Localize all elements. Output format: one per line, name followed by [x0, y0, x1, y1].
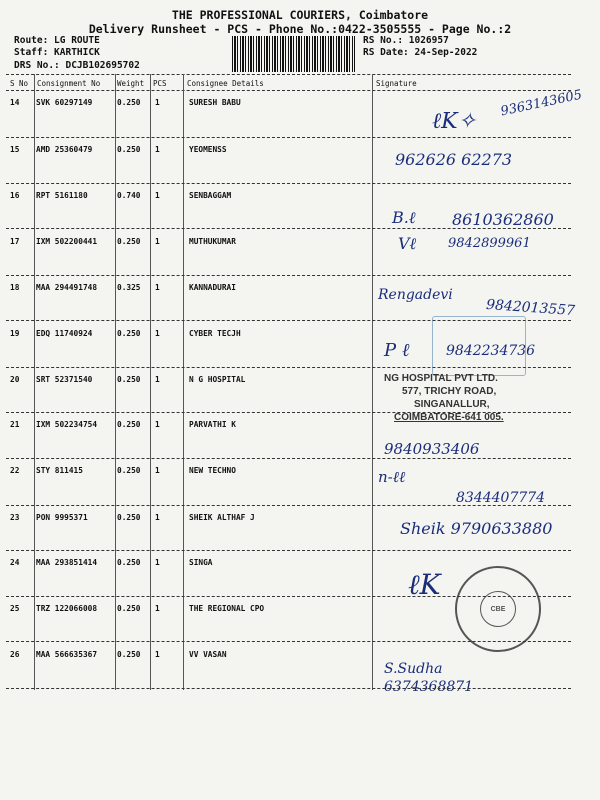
row-sno: 20 — [10, 375, 20, 384]
table-top-rule — [6, 74, 571, 75]
signature-phone: 8610362860 — [452, 210, 554, 229]
column-divider — [115, 74, 116, 690]
row-divider — [6, 596, 571, 597]
stamp-line: 577, TRICHY ROAD, — [402, 386, 497, 397]
barcode — [232, 36, 355, 72]
row-divider — [6, 458, 571, 459]
row-divider — [6, 183, 571, 184]
row-pcs: 1 — [155, 513, 160, 522]
row-consignment: SRT 52371540 — [36, 375, 93, 384]
row-sno: 14 — [10, 98, 20, 107]
row-consignee: VV VASAN — [189, 650, 227, 659]
row-sno: 21 — [10, 420, 20, 429]
stamp-line: COIMBATORE-641 005. — [394, 412, 504, 423]
row-pcs: 1 — [155, 98, 160, 107]
signature-scribble: ℓK — [408, 568, 441, 601]
row-divider — [6, 412, 571, 413]
row-consignment: RPT 5161180 — [36, 191, 88, 200]
row-divider — [6, 550, 571, 551]
row-weight: 0.250 — [117, 420, 141, 429]
row-sno: 19 — [10, 329, 20, 338]
signature-scribble: n-ℓℓ — [378, 468, 406, 486]
row-weight: 0.325 — [117, 283, 141, 292]
row-sno: 17 — [10, 237, 20, 246]
row-sno: 25 — [10, 604, 20, 613]
row-consignee: SHEIK ALTHAF J — [189, 513, 255, 522]
row-consignee: SURESH BABU — [189, 98, 241, 107]
document-subtitle: Delivery Runsheet - PCS - Phone No.:0422-3505555 - Page No.:2 — [88, 22, 512, 36]
col-signature: Signature — [376, 79, 417, 88]
row-consignee: CYBER TECJH — [189, 329, 241, 338]
col-consignee: Consignee Details — [187, 79, 264, 88]
table-bottom-rule — [6, 688, 571, 689]
row-pcs: 1 — [155, 191, 160, 200]
staff-label: Staff: KARTHICK — [14, 47, 100, 58]
row-divider — [6, 641, 571, 642]
row-sno: 18 — [10, 283, 20, 292]
signature-phone: 9840933406 — [384, 440, 480, 458]
row-consignment: EDQ 11740924 — [36, 329, 93, 338]
column-divider — [183, 74, 184, 690]
route-label: Route: LG ROUTE — [14, 35, 100, 46]
signature-phone: 962626 62273 — [395, 150, 513, 169]
signature-scribble: Rengadevi — [378, 287, 453, 303]
row-consignment: IXM 502200441 — [36, 237, 98, 246]
row-consignee: SINGA — [189, 558, 213, 567]
row-divider — [6, 137, 571, 138]
row-consignee: KANNADURAI — [189, 283, 236, 292]
row-weight: 0.250 — [117, 375, 141, 384]
col-weight: Weight — [117, 79, 145, 88]
signature-scribble: P ℓ — [384, 340, 410, 361]
row-consignee: YEOMENSS — [189, 145, 227, 154]
row-pcs: 1 — [155, 466, 160, 475]
row-consignment: IXM 502234754 — [36, 420, 98, 429]
row-pcs: 1 — [155, 650, 160, 659]
stamp-line: SINGANALLUR, — [414, 399, 490, 410]
row-consignee: MUTHUKUMAR — [189, 237, 236, 246]
row-weight: 0.250 — [117, 558, 141, 567]
row-consignment: SVK 60297149 — [36, 98, 93, 107]
row-sno: 15 — [10, 145, 20, 154]
signature-phone: 8344407774 — [456, 490, 546, 506]
row-weight: 0.250 — [117, 466, 141, 475]
row-sno: 26 — [10, 650, 20, 659]
signature-phone: 9363143605 — [499, 87, 584, 120]
row-consignee: N G HOSPITAL — [189, 375, 246, 384]
row-divider — [6, 505, 571, 506]
row-weight: 0.250 — [117, 145, 141, 154]
row-weight: 0.250 — [117, 604, 141, 613]
row-consignment: AMD 25360479 — [36, 145, 93, 154]
row-consignee: PARVATHI K — [189, 420, 236, 429]
row-consignee: SENBAGGAM — [189, 191, 232, 200]
row-consignment: MAA 566635367 — [36, 650, 98, 659]
row-sno: 22 — [10, 466, 20, 475]
row-sno: 23 — [10, 513, 20, 522]
row-pcs: 1 — [155, 283, 160, 292]
stamp-line: NG HOSPITAL PVT LTD. — [384, 373, 498, 384]
col-pcs: PCS — [153, 79, 167, 88]
row-divider — [6, 367, 571, 368]
row-sno: 24 — [10, 558, 20, 567]
row-pcs: 1 — [155, 604, 160, 613]
row-pcs: 1 — [155, 329, 160, 338]
row-weight: 0.250 — [117, 329, 141, 338]
row-divider — [6, 228, 571, 229]
row-divider — [6, 275, 571, 276]
row-pcs: 1 — [155, 558, 160, 567]
row-consignment: STY 811415 — [36, 466, 83, 475]
signature-phone: 9842013557 — [485, 296, 576, 320]
row-pcs: 1 — [155, 145, 160, 154]
signature-scribble: Vℓ — [398, 234, 417, 253]
document-title: THE PROFESSIONAL COURIERS, Coimbatore — [171, 8, 429, 22]
round-stamp-center: CBE — [480, 591, 516, 627]
row-weight: 0.250 — [117, 650, 141, 659]
row-weight: 0.250 — [117, 98, 141, 107]
row-consignment: PON 9995371 — [36, 513, 88, 522]
row-consignment: MAA 294491748 — [36, 283, 98, 292]
signature-scribble: ℓK✧ — [432, 109, 477, 134]
row-consignee: THE REGIONAL CPO — [189, 604, 265, 613]
row-consignment: MAA 293851414 — [36, 558, 98, 567]
rs-number: RS No.: 1026957 — [363, 35, 449, 46]
signature-scribble: B.ℓ — [392, 208, 416, 227]
column-divider — [34, 74, 35, 690]
row-sno: 16 — [10, 191, 20, 200]
column-divider — [150, 74, 151, 690]
round-stamp — [455, 566, 541, 652]
rs-date: RS Date: 24-Sep-2022 — [363, 47, 478, 58]
col-sno: S No — [10, 79, 29, 88]
table-header-rule — [6, 90, 571, 91]
row-consignment: TRZ 122066008 — [36, 604, 98, 613]
column-divider — [372, 74, 373, 690]
signature-phone: 9842234736 — [446, 343, 536, 359]
row-pcs: 1 — [155, 237, 160, 246]
row-weight: 0.250 — [117, 237, 141, 246]
signature-phone: Sheik 9790633880 — [400, 519, 553, 538]
hospital-stamp — [384, 372, 534, 434]
drs-number: DRS No.: DCJB102695702 — [14, 60, 140, 71]
row-pcs: 1 — [155, 375, 160, 384]
signature-phone: S.Sudha 6374368871 — [384, 661, 474, 695]
row-weight: 0.740 — [117, 191, 141, 200]
signature-phone: 9842899961 — [448, 236, 531, 251]
row-weight: 0.250 — [117, 513, 141, 522]
col-consignment: Consignment No — [37, 79, 101, 88]
row-consignee: NEW TECHNO — [189, 466, 236, 475]
row-pcs: 1 — [155, 420, 160, 429]
